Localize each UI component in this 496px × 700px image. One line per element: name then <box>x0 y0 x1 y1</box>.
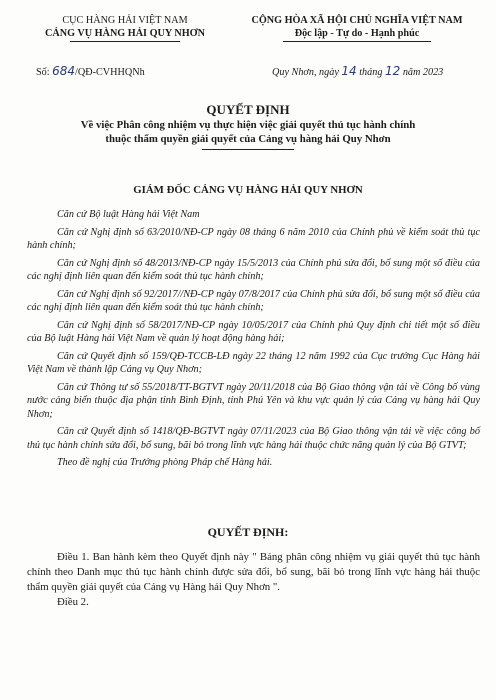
subject-underline <box>202 149 294 150</box>
place-and-date <box>272 64 443 78</box>
article-2: Điều 2. <box>57 596 89 608</box>
director-heading: GIÁM ĐỐC CẢNG VỤ HÀNG HẢI QUY NHƠN <box>133 184 363 196</box>
parent-agency: CỤC HÀNG HẢI VIỆT NAM <box>62 15 188 26</box>
basis-item: Căn cứ Bộ luật Hàng hải Việt Nam <box>57 209 200 220</box>
document-subject <box>20 118 476 150</box>
decision-heading: QUYẾT ĐỊNH: <box>207 525 289 539</box>
agency-name: CẢNG VỤ HÀNG HẢI QUY NHƠN <box>45 28 205 39</box>
article-1: Điều 1. Ban hành kèm theo Quyết định này " Bảng phân công nhiệm vụ giải quyết thủ tục hành chính theo Danh mục thủ tục hành chính được sửa đổi, bổ sung, bãi bỏ trong lĩnh vực hàng hải thuộc thẩm quyền giải quyết của Cảng vụ Hàng hải Quy Nhơn ". <box>27 551 480 593</box>
doc-number-prefix: Số: <box>36 67 50 78</box>
basis-item: Căn cứ Nghị định số 92/2017//NĐ-CP ngày 07/8/2017 của Chính phủ sửa đổi, bổ sung một số điều của các nghị định liên quan đến kiểm soát thủ tục hành chính; <box>27 288 480 313</box>
document-number <box>36 64 145 78</box>
document-title: QUYẾT ĐỊNH <box>206 102 290 117</box>
motto-underline <box>283 41 431 42</box>
date-year: năm 2023 <box>402 67 444 78</box>
agency-underline <box>70 41 180 42</box>
basis-item: Căn cứ Nghị định số 48/2013/NĐ-CP ngày 15/5/2013 của Chính phủ sửa đổi, bổ sung một số điều của các nghị định liên quan đến kiểm soát thủ tục hành chính; <box>27 257 480 282</box>
basis-item: Căn cứ Quyết định số 1418/QĐ-BGTVT ngày 07/11/2023 của Bộ Giao thông vận tải về việc công bố thủ tục hành chính sửa đổi, bổ sung, bãi bỏ trong lĩnh vực hàng hải thuộc chức năng quản lý của Bộ GTVT; <box>27 426 480 451</box>
subject-line-1: Về việc Phân công nhiệm vụ thực hiện việc giải quyết thủ tục hành chính <box>80 119 416 131</box>
doc-number-handwritten: 684 <box>52 64 76 78</box>
country-name: CỘNG HÒA XÃ HỘI CHỦ NGHĨA VIỆT NAM <box>251 15 463 26</box>
articles <box>27 550 480 610</box>
legal-basis <box>27 208 480 474</box>
subject-line-2: thuộc thẩm quyền giải quyết của Cảng vụ hàng hải Quy Nhơn <box>105 133 391 145</box>
basis-item: Căn cứ Thông tư số 55/2018/TT-BGTVT ngày 20/11/2018 của Bộ Giao thông vận tải về Công bố vùng nước cảng biển thuộc địa phận tỉnh Bình Định, tỉnh Phú Yên và khu vực quản lý của Cảng vụ hàng hải Quy Nhơn; <box>27 381 480 420</box>
basis-item: Căn cứ Quyết định số 159/QĐ-TCCB-LĐ ngày 22 tháng 12 năm 1992 của Cục trưởng Cục Hàng hải Việt Nam về thành lập Cảng vụ Quy Nhơn; <box>27 350 480 375</box>
basis-item: Căn cứ Nghị định số 58/2017/NĐ-CP ngày 10/05/2017 của Chính phủ Quy định chi tiết một số điều của Bộ luật Hàng hải Việt Nam về quản lý hoạt động hàng hải; <box>27 319 480 344</box>
issuing-agency-block <box>20 14 230 42</box>
month-label: tháng <box>359 67 383 78</box>
date-day: 14 <box>341 64 357 78</box>
national-motto: Độc lập - Tự do - Hạnh phúc <box>294 28 420 39</box>
date-month: 12 <box>384 64 401 78</box>
national-title-block <box>232 14 482 42</box>
place-text: Quy Nhơn, ngày <box>272 67 339 78</box>
doc-number-suffix: /QĐ-CVHHQNh <box>75 67 145 78</box>
basis-item: Căn cứ Nghị định số 63/2010/NĐ-CP ngày 08 tháng 6 năm 2010 của Chính phủ về kiểm soát thủ tục hành chính; <box>27 226 480 251</box>
basis-item: Theo đề nghị của Trưởng phòng Pháp chế Hàng hải. <box>57 457 273 468</box>
